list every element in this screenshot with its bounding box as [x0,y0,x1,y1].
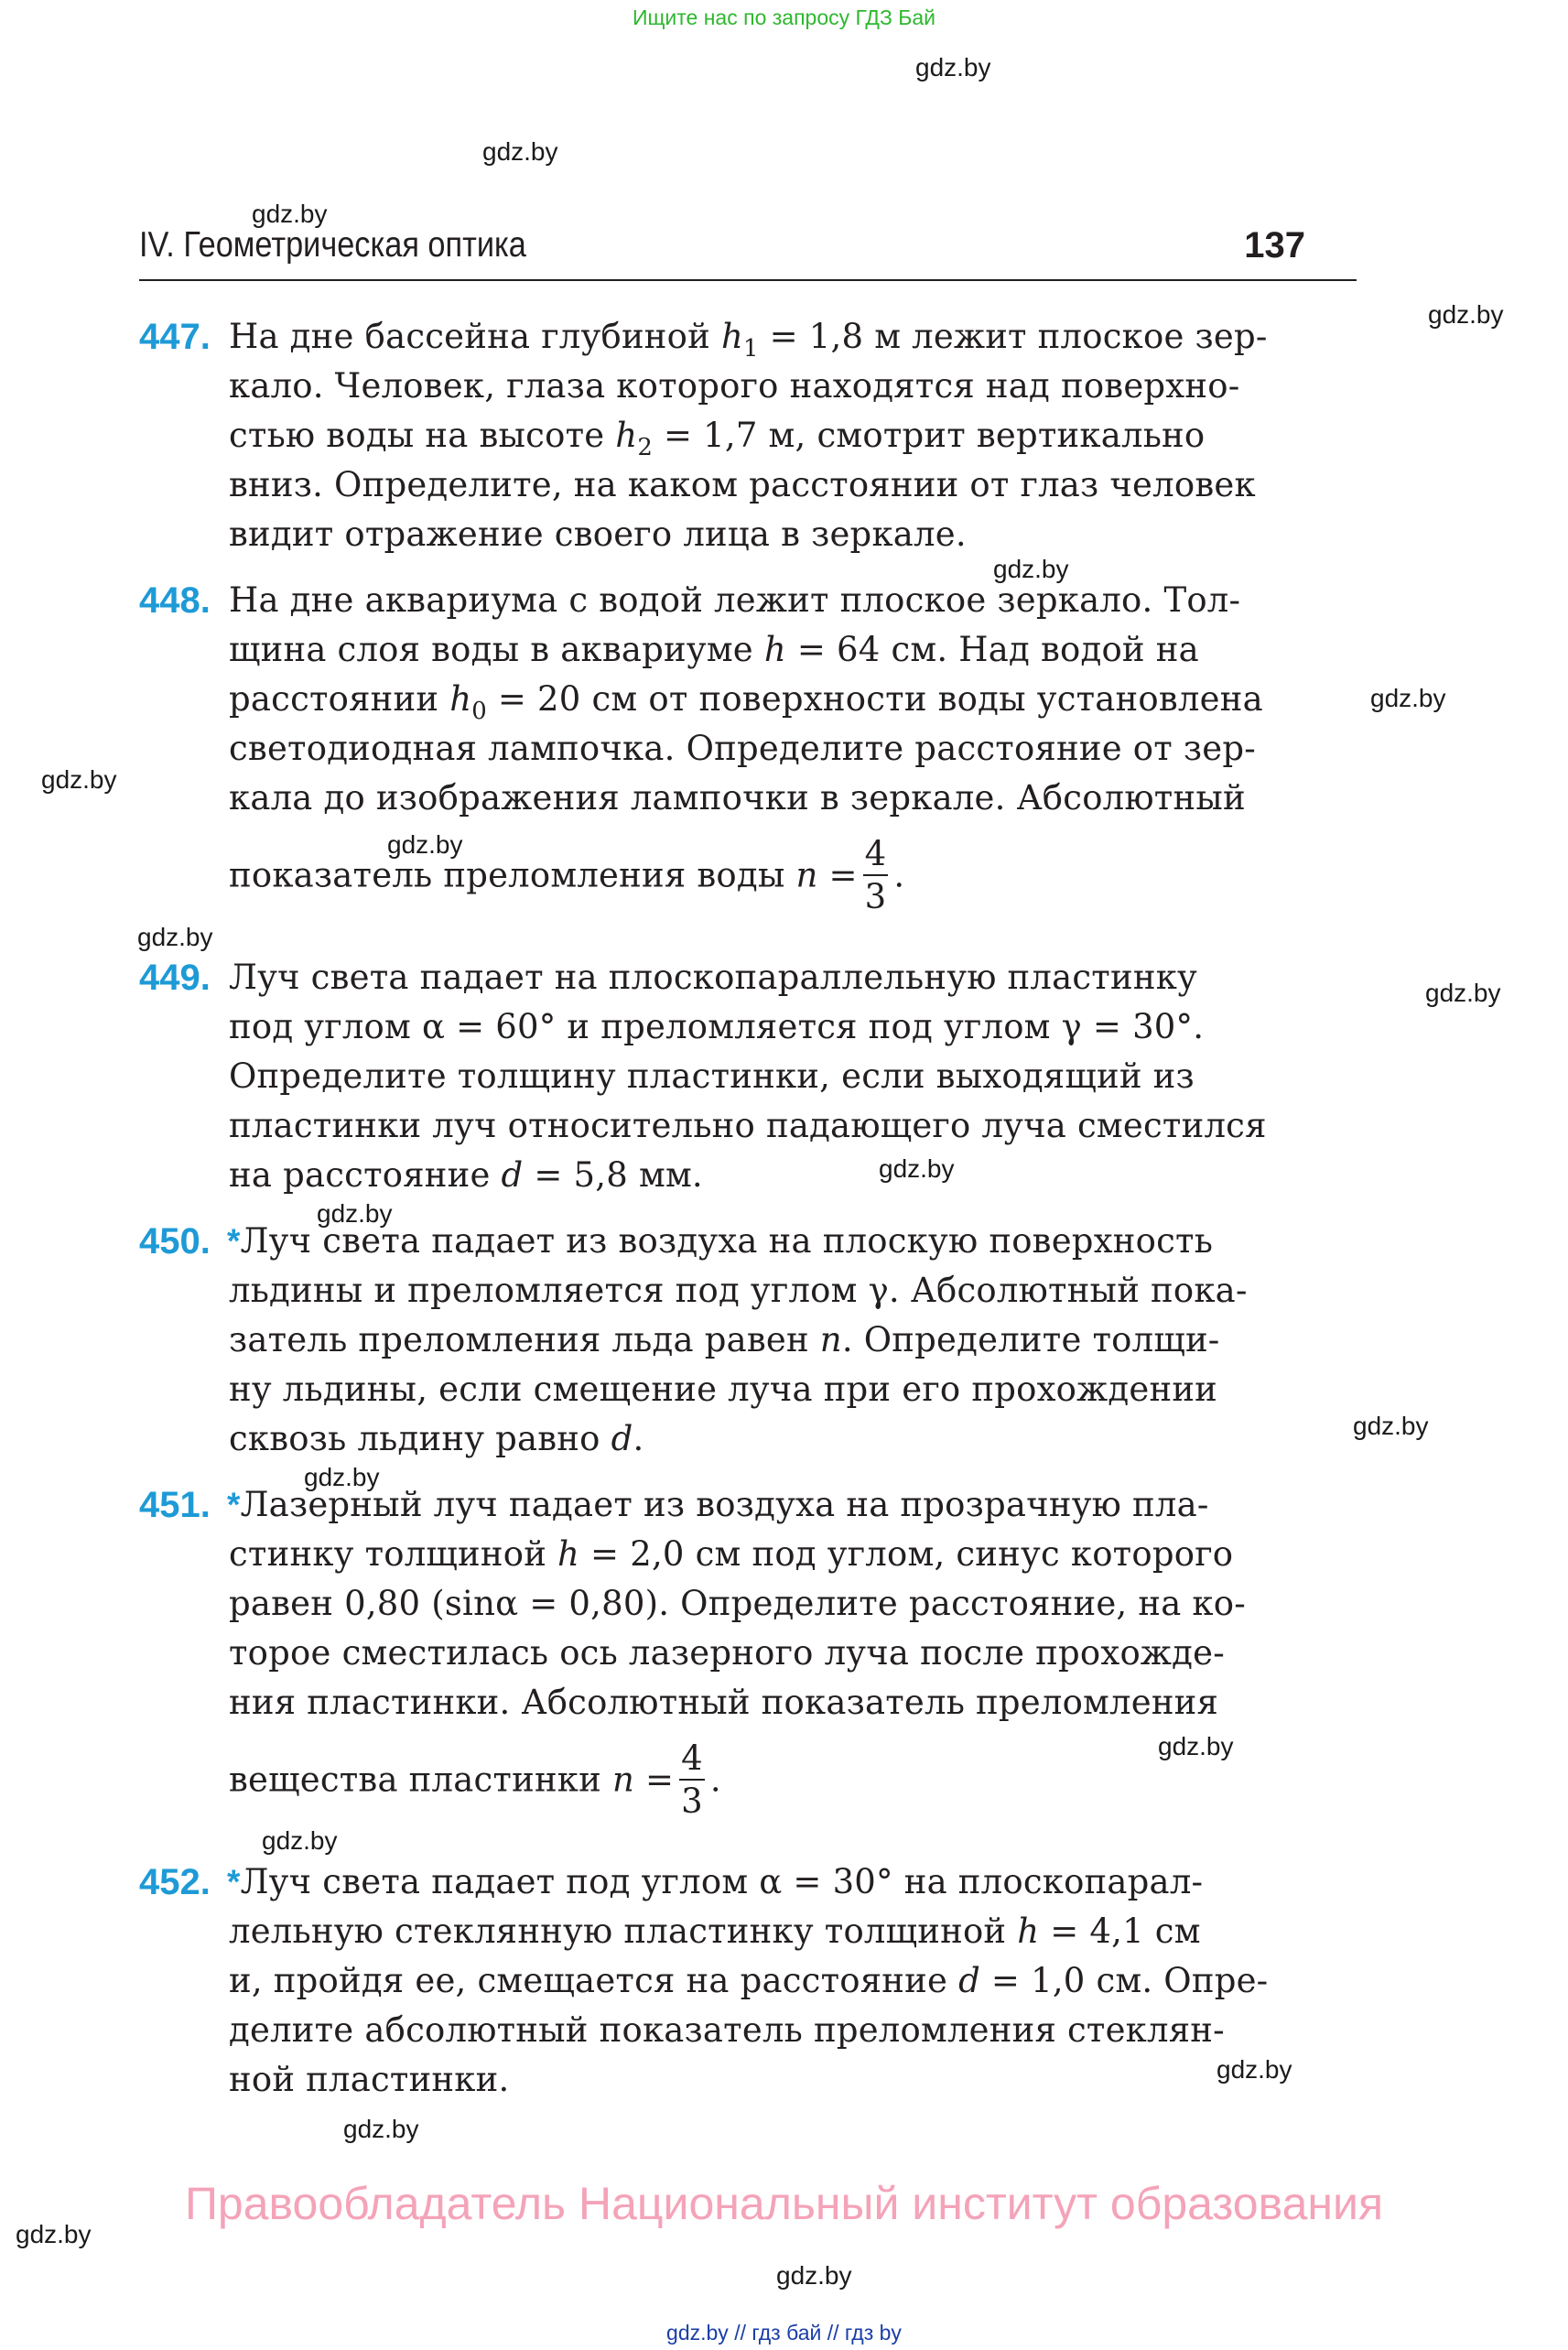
chapter-title: IV. Геометрическая оптика [139,225,526,265]
problem-text-line: льдины и преломляется под углом γ. Абсолютный пока- [229,1271,1248,1310]
star-marker: * [227,1486,241,1523]
problem-text-line: делите абсолютный показатель преломления стеклян- [229,2010,1225,2050]
watermark: gdz.by [879,1154,955,1183]
search-banner: Ищите нас по запросу ГДЗ Бай [632,5,936,29]
problem-text-line: стью воды на высоте $h_2 = 1,7$ м, смотрит вертикально [229,416,1206,462]
problem-text-line: видит отражение своего лица в зеркале. [229,514,967,554]
problem-text-line: кало. Человек, глаза которого находятся над поверхно- [229,366,1240,406]
problem-number: 449. [139,958,211,998]
fraction: $\frac{4}{3}$ [864,834,887,916]
problem-text-line: показатель преломления воды n = $\frac{4}{3}$ . [229,834,905,916]
problem-text-line: торое сместилась ось лазерного луча после прохожде- [229,1633,1225,1673]
problem-text-line: ну льдины, если смещение луча при его прохождении [229,1370,1218,1409]
watermark: gdz.by [304,1463,380,1491]
problem-text-line: *Луч света падает из воздуха на плоскую поверхность [227,1221,1214,1261]
watermark: gdz.by [387,830,463,859]
problem-text-line: На дне бассейна глубиной $h_1 = 1,8$ м лежит плоское зер- [229,317,1268,363]
problem-text-line: сквозь льдину равно d. [229,1419,644,1458]
problem-text-line: ния пластинки. Абсолютный показатель преломления [229,1683,1219,1722]
copyright-owner: Правообладатель Национальный институт образования [184,2178,1384,2229]
problem-text-line: вещества пластинки n = $\frac{4}{3}$ . [229,1738,721,1821]
problem-text-line: щина слоя воды в аквариуме h = 64 см. Над водой на [229,630,1199,669]
watermark: gdz.by [482,137,558,166]
watermark: gdz.by [993,555,1069,583]
watermark: gdz.by [1425,979,1501,1007]
problem-text-line: стинку толщиной h = 2,0 см под углом, синус которого [229,1534,1234,1574]
problem-text-line: ной пластинки. [229,2060,510,2099]
problem-text-line: и, пройдя ее, смещается на расстояние d = 1,0 см. Опре- [229,1961,1269,2000]
problem-text-line: На дне аквариума с водой лежит плоское зеркало. Тол- [229,580,1241,620]
problem-number: 451. [139,1485,211,1525]
watermark: gdz.by [1158,1732,1234,1760]
problem-text-line: светодиодная лампочка. Определите расстояние от зер- [229,729,1256,768]
watermark: gdz.by [16,2220,92,2248]
problem-text-line: кала до изображения лампочки в зеркале. Абсолютный [229,778,1246,818]
watermark: gdz.by [915,53,991,81]
problem-text-line: вниз. Определите, на каком расстоянии от глаз человек [229,465,1256,504]
problem-text-line: лельную стеклянную пластинку толщиной h = 4,1 см [229,1911,1201,1951]
problem-text-line: на расстояние d = 5,8 мм. [229,1155,703,1195]
watermark: gdz.by [343,2115,419,2143]
problem-text-line: под углом α = 60° и преломляется под углом γ = 30°. [229,1007,1205,1046]
problem-text-line: расстоянии $h_0 = 20$ см от поверхности воды установлена [229,679,1263,726]
watermark: gdz.by [317,1199,393,1228]
page-number: 137 [1244,225,1305,265]
star-marker: * [227,1863,241,1901]
star-marker: * [227,1222,241,1260]
problem-number: 448. [139,580,211,621]
problem-number: 447. [139,317,211,357]
watermark: gdz.by [252,200,328,228]
watermark: gdz.by [1370,684,1446,712]
watermark: gdz.by [41,765,117,794]
problem-number: 452. [139,1862,211,1902]
problem-text-line: Луч света падает на плоскопараллельную пластинку [229,958,1197,997]
problem-number: 450. [139,1221,211,1262]
problem-text-line: равен 0,80 (sinα = 0,80). Определите расстояние, на ко- [229,1584,1246,1623]
watermark: gdz.by [1353,1412,1429,1440]
watermark: gdz.by [262,1826,338,1855]
problem-text-line: *Лазерный луч падает из воздуха на прозрачную пла- [227,1485,1209,1524]
watermark: gdz.by [137,923,213,951]
problem-text-line: *Луч света падает под углом α = 30° на плоскопарал- [227,1862,1204,1901]
header-divider [139,279,1357,281]
problem-text-line: затель преломления льда равен n. Определите толщи- [229,1320,1220,1359]
fraction: $\frac{4}{3}$ [681,1738,703,1821]
problem-text-line: Определите толщину пластинки, если выходящий из [229,1056,1195,1096]
watermark: gdz.by [1428,300,1504,329]
site-links[interactable]: gdz.by // гдз бай // гдз by [666,2321,902,2345]
watermark: gdz.by [776,2261,852,2290]
watermark: gdz.by [1217,2055,1292,2084]
problem-text-line: пластинки луч относительно падающего луча сместился [229,1106,1267,1145]
